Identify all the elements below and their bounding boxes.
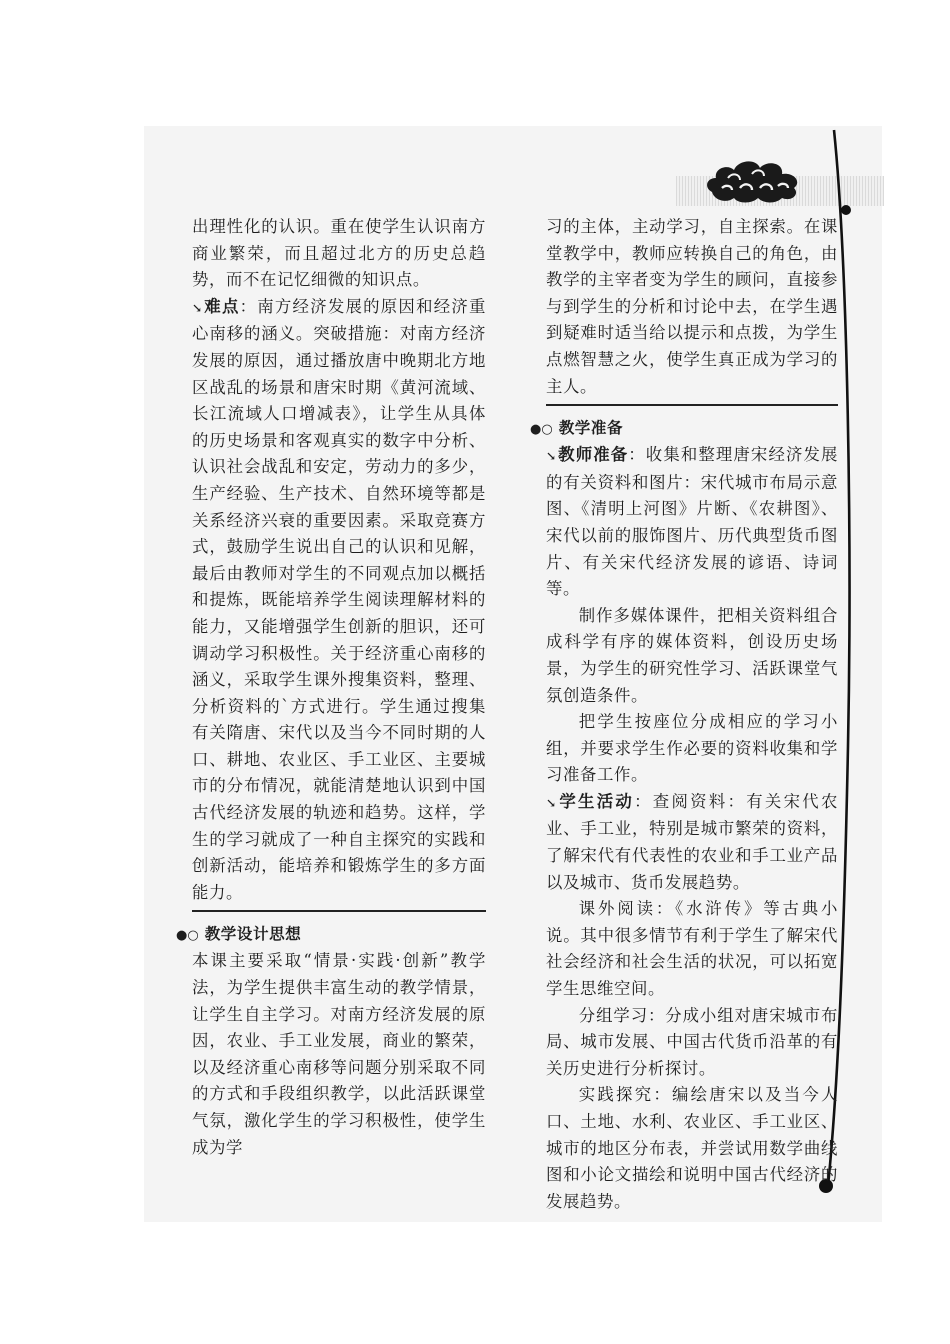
difficulty-text: ：南方经济发展的原因和经济重心南移的涵义。突破措施：对南方经济发展的原因，通过播放唐中晚期北方地区战乱的场景和唐宋时期《黄河流域、长江流域人口增减表》，让学生从具体的历史场景和客观真实的数字中分析、认识社会战乱和安定，劳动力的多少，生产经验、生产技术、自然环境等都是关系经济兴衰的重要因素。采取竞赛方式，鼓励学生说出自己的认识和见解，最后由教师对学生的不同观点加以概括和提炼，既能培养学生阅读理解材料的能力，又能增强学生创新的胆识，还可调动学习积极性。关于经济重心南移的涵义，采取学生课外搜集资料，整理、分析资料的`方式进行。学生通过搜集有关隋唐、宋代以及当今不同时期的人口、耕地、农业区、手工业区、主要城市的分布情况，就能清楚地认识到中国古代经济发展的轨迹和趋势。这样，学生的学习就成了一种自主探究的实践和创新活动，能培养和锻炼学生的多方面能力。 (192, 296, 486, 902)
student-activity-paragraph (546, 789, 838, 896)
reading-paragraph: 课外阅读：《水浒传》等古典小说。其中很多情节有利于学生了解宋代社会经济和社会生活的状况，可以拓宽学生思维空间。 (546, 899, 838, 999)
right-paragraph-1: 习的主体，主动学习，自主探索。在课堂教学中，教师应转换自己的角色，由教学的主宰者变为学生的顾问，直接参与到学生的分析和讨论中去，在学生遇到疑难时适当给以提示和点拨，为学生点燃智慧之火，使学生真正成为学习的主人。 (546, 217, 838, 396)
section-heading-design-text: 教学设计思想 (204, 925, 302, 944)
section-divider (546, 404, 838, 406)
bullet-dots-icon: ●○ (530, 422, 553, 438)
section-heading-design (176, 922, 486, 948)
student-activity-label: 学生活动 (557, 791, 635, 811)
bullet-dots-icon: ●○ (176, 928, 199, 944)
arrow-marker-icon: ↘ (546, 795, 557, 810)
student-activity-text: ：查阅资料：有关宋代农业、手工业，特别是城市繁荣的资料，了解宋代有代表性的农业和手工业产品以及城市、货币发展趋势。 (546, 791, 838, 892)
ornamental-cloud-icon (702, 154, 806, 206)
margin-dot-top (841, 205, 851, 215)
left-paragraph-1: 出理性化的认识。重在使学生认识南方商业繁荣，而且超过北方的历史总趋势，而不在记忆细微的知识点。 (192, 217, 486, 290)
grouping-paragraph: 把学生按座位分成相应的学习小组，并要求学生作必要的资料收集和学习准备工作。 (546, 712, 838, 785)
practice-paragraph: 实践探究：编绘唐宋以及当今人口、土地、水利、农业区、手工业区、城市的地区分布表，并尝试用数学曲线图和小论文描绘和说明中国古代经济的发展趋势。 (546, 1085, 838, 1211)
teacher-prep-label: 教师准备 (557, 445, 629, 465)
teacher-prep-paragraph (546, 442, 838, 603)
arrow-marker-icon: ↘ (192, 300, 203, 315)
section-divider (192, 910, 486, 912)
section-heading-preparation (530, 416, 838, 442)
multimedia-paragraph: 制作多媒体课件，把相关资料组合成科学有序的媒体资料，创设历史场景，为学生的研究性学习、活跃课堂气氛创造条件。 (546, 605, 838, 705)
arrow-marker-icon: ↘ (546, 449, 557, 464)
design-thought-paragraph: 本课主要采取“情景·实践·创新”教学法，为学生提供丰富生动的教学情景，让学生自主学习。对南方经济发展的原因，农业、手工业发展，商业的繁荣，以及经济重心南移等问题分别采取不同的方式和手段组织教学，以此活跃课堂气氛，激化学生的学习积极性，使学生成为学 (192, 951, 486, 1157)
difficulty-paragraph (192, 294, 486, 907)
teacher-prep-text: ：收集和整理唐宋经济发展的有关资料和图片：宋代城市布局示意图、《清明上河图》片断、《农耕图》、宋代以前的服饰图片、历代典型货币图片、有关宋代经济发展的谚语、诗词等。 (546, 445, 839, 599)
left-column (176, 214, 486, 1161)
group-study-paragraph: 分组学习：分成小组对唐宋城市布局、城市发展、中国古代货币沿革的有关历史进行分析探讨。 (546, 1005, 838, 1078)
section-heading-preparation-text: 教学准备 (558, 419, 624, 438)
right-column (530, 214, 839, 1215)
difficulty-label: 难点 (203, 296, 240, 316)
